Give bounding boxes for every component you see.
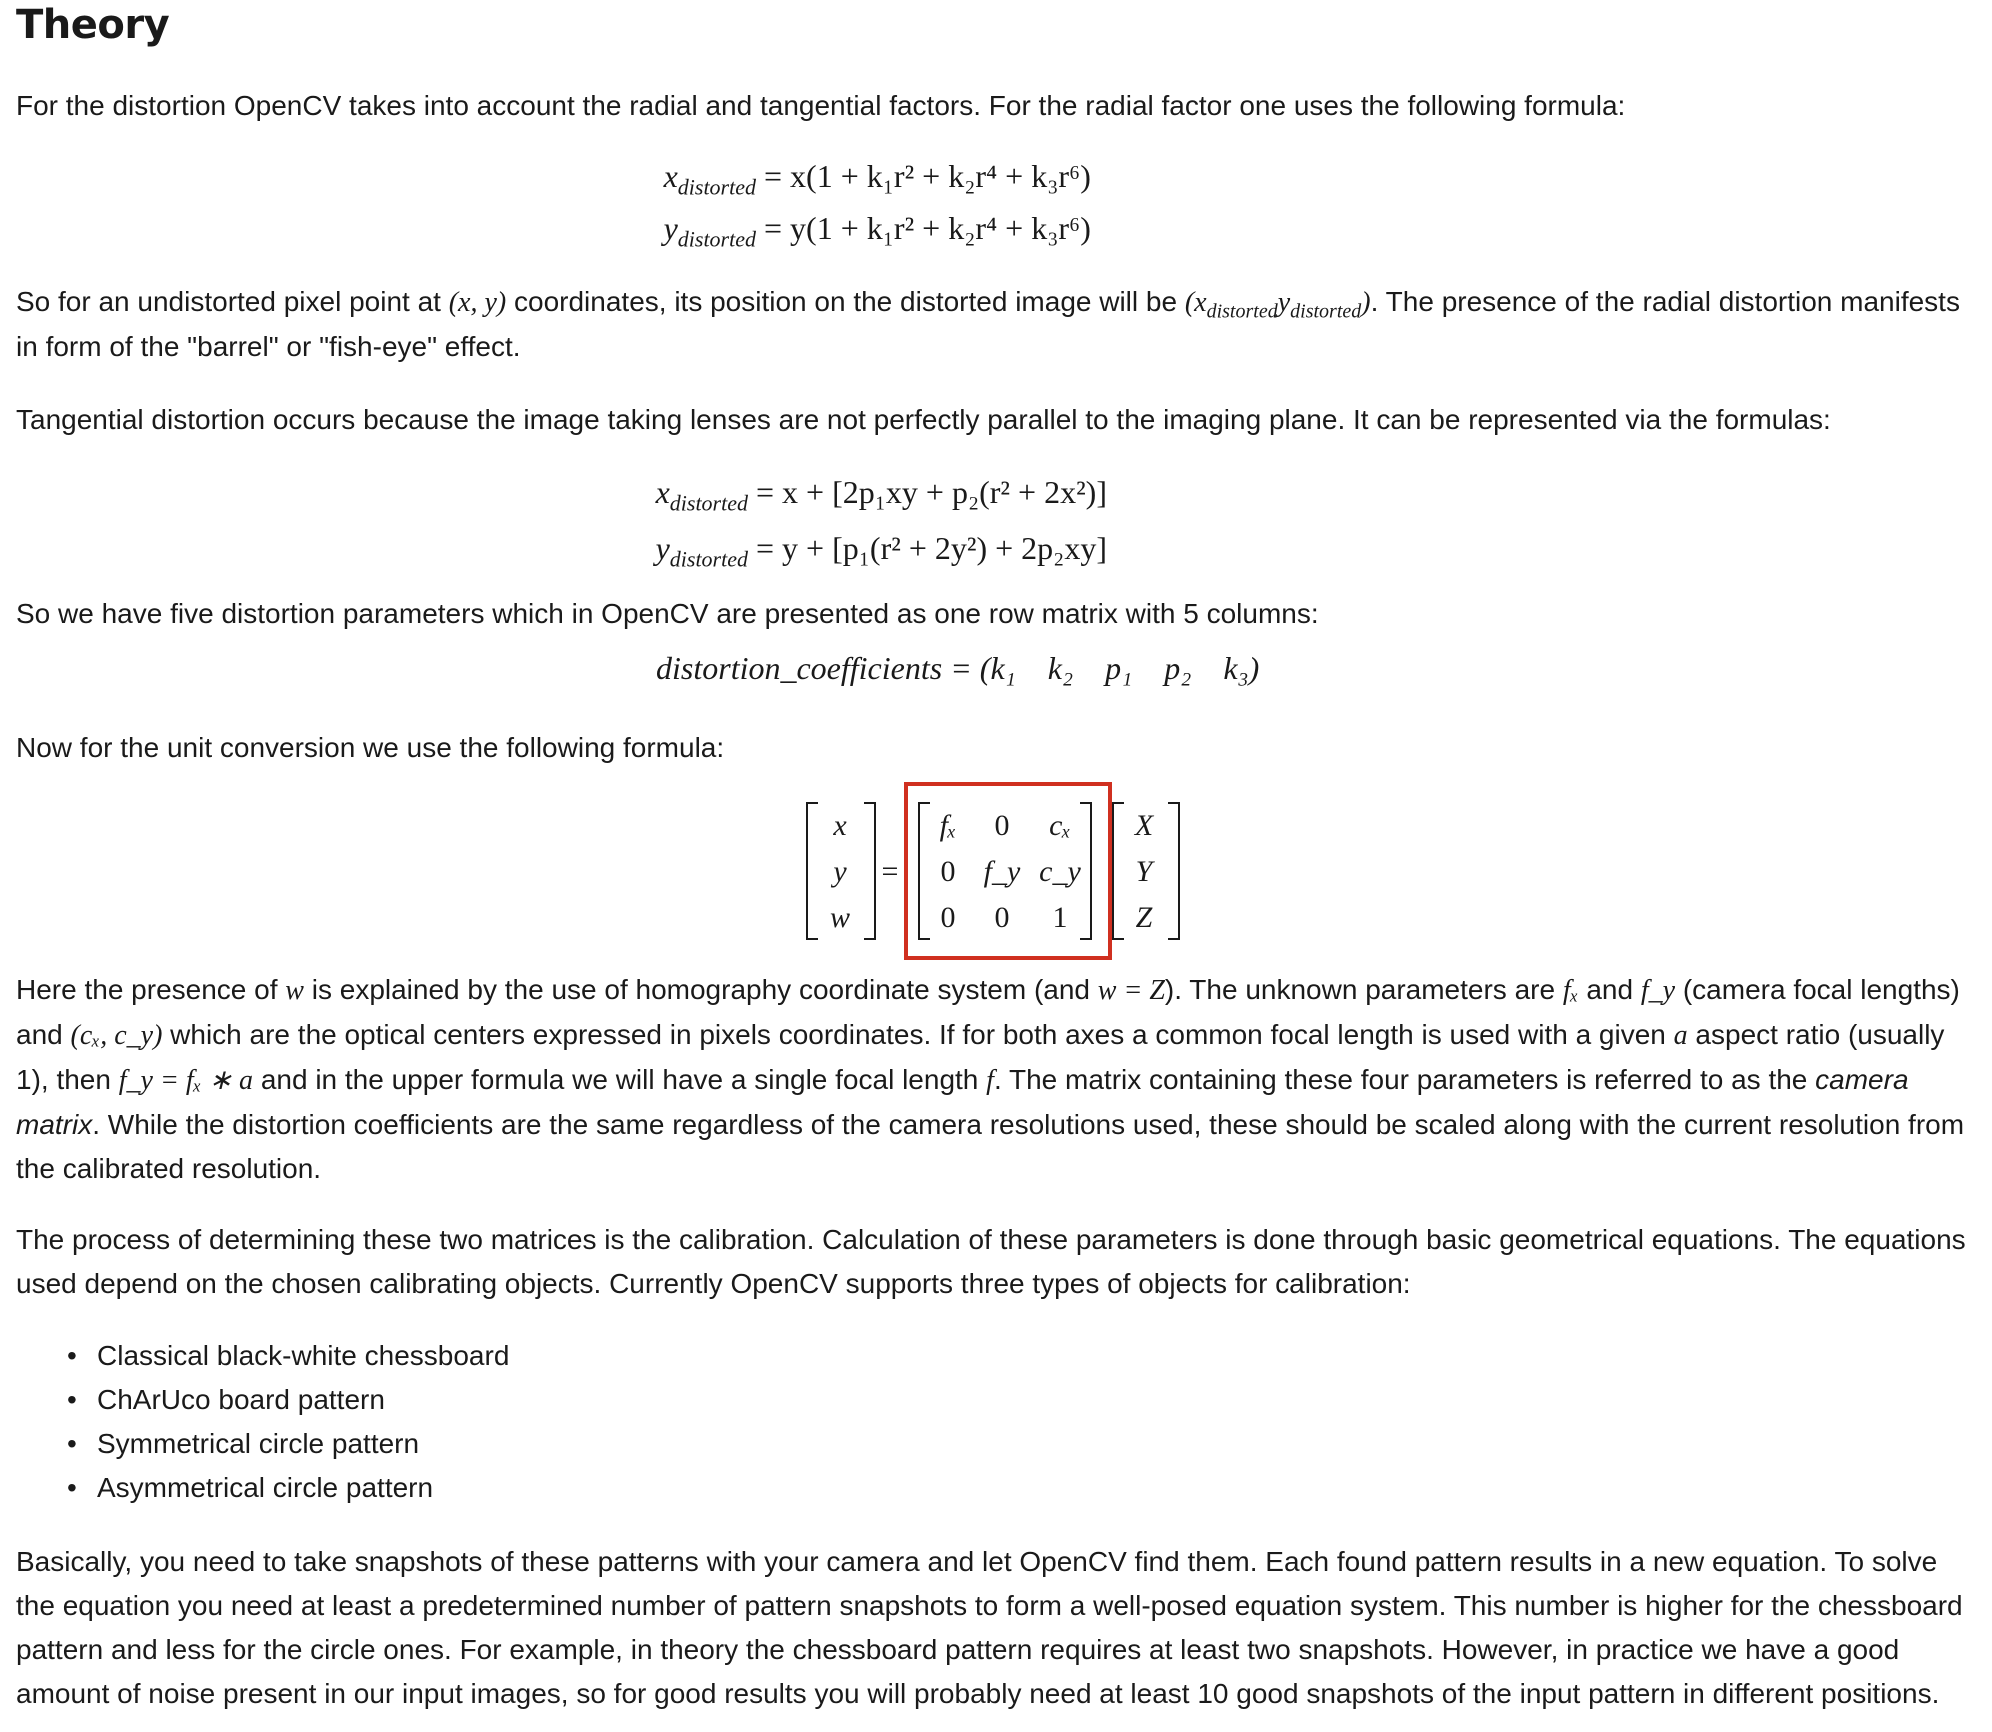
cam-cx: cₓ [1049,809,1071,842]
radial-eq-y [636,202,1091,254]
tangential-eq-x-lhs: $x_{distorted}$ [655,474,748,516]
equals-sign: = [881,855,899,888]
calibration-process-paragraph: The process of determining these two matrices is the calibration. Calculation of these parameters is done through basic geometrical equations. The equations used depend on the chosen calibrating objects. Currently OpenCV supports three types of objects for calibration: [16,1224,1966,1299]
intro-paragraph: For the distortion OpenCV takes into account the radial and tangential factors. For the radial factor one uses the following formula: [16,90,1626,121]
radial-eq-y-rhs: = y(1 + k₁r² + k₂r⁴ + k₃r⁶) [764,210,1091,246]
rhs-Z: Z [1135,901,1153,934]
radial-eq-x-lhs: $x_{distorted}$ [663,158,756,200]
five-parameters-paragraph: So we have five distortion parameters which in OpenCV are presented as one row matrix with 5 columns: [16,598,1319,629]
radial-explanation-paragraph: So for an undistorted pixel point at (x, y) coordinates, its position on the distorted image will be $(x_{distorted}y_{distorted})$. The presence of the radial distortion manifests in form of the "barrel" or "fish-eye" effect. [16,286,1960,362]
camera-matrix-term: camera matrix [16,1064,1909,1140]
rhs-right-bracket [1168,802,1180,940]
cam-cy: c_y [1039,855,1081,888]
cam-fy: f_y [983,855,1021,888]
camera-matrix-paragraph: Here the presence of w is explained by the use of homography coordinate system (and w = Z). The unknown parameters are fₓ and f_y (camera focal lengths) and (cₓ, c_y) which are the optical centers expressed in pixels coordinates. If for both axes a common focal length is used with a given a aspect ratio (usually 1), then f_y = fₓ ∗ a and in the upper formula we will have a single focal length f. The matrix containing these four parameters is referred to as the camera matrix. While the distortion coefficients are the same regardless of the camera resolutions used, these should be scaled along with the current resolution from the calibrated resolution. [16,974,1965,1184]
rhs-Y: Y [1135,855,1153,888]
list-item: • Asymmetrical circle pattern [16,1466,1976,1510]
cam-0-1: 0 [994,809,1010,842]
radial-eq-x [636,150,1091,202]
cam-2-1: 0 [994,901,1010,934]
cam-2-0: 0 [940,901,956,934]
lhs-w: w [829,901,850,934]
rhs-X: X [1134,809,1154,842]
radial-distortion-equation [636,150,1091,254]
lhs-x: x [833,809,847,842]
cam-2-2: 1 [1052,901,1068,934]
cam-fx: fₓ [939,809,957,842]
unit-conversion-paragraph: Now for the unit conversion we use the following formula: [16,732,725,763]
tangential-eq-y-lhs: $y_{distorted}$ [655,530,748,572]
radial-eq-x-rhs: = x(1 + k₁r² + k₂r⁴ + k₃r⁶) [764,158,1091,194]
lhs-y: y [833,855,847,888]
tangential-intro-paragraph: Tangential distortion occurs because the image taking lenses are not perfectly parallel to the imaging plane. It can be represented via the formulas: [16,404,1831,435]
tangential-eq-y [628,520,1107,576]
camera-right-bracket [1080,802,1092,940]
list-item: • Symmetrical circle pattern [16,1422,1976,1466]
cam-1-0: 0 [940,855,956,888]
list-item: • ChArUco board pattern [16,1378,1976,1422]
list-item: • Classical black-white chessboard [16,1334,1976,1378]
tangential-eq-x-rhs: = x + [2p₁xy + p₂(r² + 2x²)] [756,474,1107,510]
distortion-coefficients-equation: distortion_coefficients = (k₁ k₂ p₁ p₂ k₃) [656,650,1260,686]
tangential-eq-x [628,464,1107,520]
snapshots-paragraph: Basically, you need to take snapshots of these patterns with your camera and let OpenCV find them. Each found pattern results in a new equation. To solve the equation you need at least a predetermined number of pattern snapshots to form a well-posed equation system. This number is higher for the chessboard pattern and less for the circle ones. For example, in theory the chessboard pattern requires at least two snapshots. However, in practice we have a good amount of noise present in our input images, so for good results you will probably need at least 10 good snapshots of the input pattern in different positions. [16,1546,1963,1709]
page-title: Theory [16,2,170,48]
tangential-eq-y-rhs: = y + [p₁(r² + 2y²) + 2p₂xy] [756,530,1107,566]
radial-eq-y-lhs: $y_{distorted}$ [663,210,756,252]
calibration-objects-list [16,1334,1976,1510]
tangential-distortion-equation [628,464,1107,576]
camera-matrix-equation [806,782,1226,962]
